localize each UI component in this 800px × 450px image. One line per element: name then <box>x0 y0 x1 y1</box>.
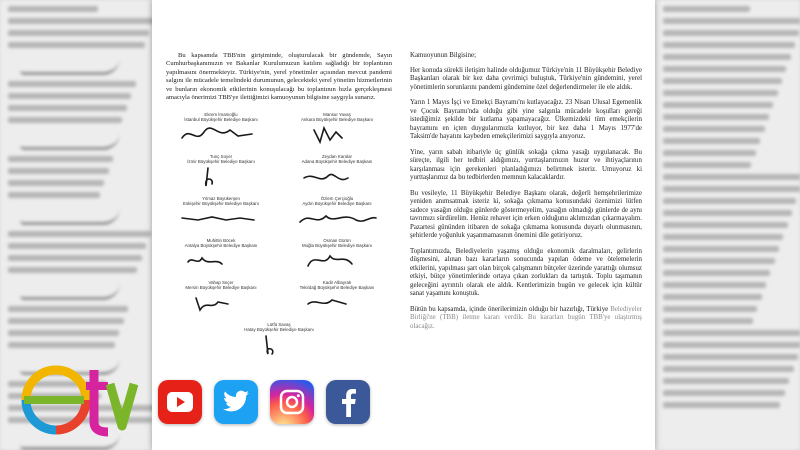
signatory-name: Zeydan Karalar <box>321 154 353 160</box>
handwritten-signature <box>294 292 380 314</box>
background-text-line <box>8 318 124 324</box>
signature-block <box>166 238 276 276</box>
background-text-line <box>8 81 136 87</box>
background-text-line <box>663 66 786 72</box>
signatory-title: Muğla Büyükşehir Belediye Başkanı <box>301 243 373 249</box>
signatory-title: Eskişehir Büyükşehir Belediye Başkanı <box>183 201 259 207</box>
background-text-line <box>663 186 800 192</box>
signature-grid <box>166 112 392 360</box>
background-text-line <box>663 258 775 264</box>
signatory-title: Hatay Büyükşehir Belediye Başkanı <box>244 327 314 333</box>
background-text-line <box>663 126 765 132</box>
background-text-line <box>663 162 751 168</box>
background-column-right <box>655 0 800 450</box>
background-text-line <box>663 222 788 228</box>
background-text-line <box>663 42 795 48</box>
facebook-icon[interactable] <box>326 380 370 424</box>
paragraph-5: Toplantımızda, Belediyelerin yaşamış olduğu ekonomik daralmaları, gelirlerin düşmesini, alınan bazı kararların sonucunda yapılan ödeme ve ötelemelerin etkilerini, yapılması şart olan birçok çalışmanın bütçeler üzerinde yarattığı olumsuz etkiyi, bütçe yönetimlerinde ortaya çıkan zorlukları da tartıştık. Toplu taşımanın geleceğini ayrıntılı olarak ele aldık. Kentlerimizin bugün ve gelecek için kültür sanat yaşamını konuştuk. <box>410 247 642 297</box>
signatory-name: Mansur Yavaş <box>323 112 351 118</box>
closing-paragraph <box>410 306 642 332</box>
background-text-line <box>663 150 756 156</box>
signatory-title: Mersin Büyükşehir Belediye Başkanı <box>185 285 257 291</box>
signatory-name: Özlem Çerçioğlu <box>320 196 354 202</box>
background-text-line <box>663 294 762 300</box>
background-text-line <box>8 42 145 48</box>
background-text-line <box>663 210 792 216</box>
background-text-line <box>8 192 100 198</box>
background-text-line <box>663 306 757 312</box>
background-text-line <box>663 318 753 324</box>
background-text-line <box>20 208 120 225</box>
handwritten-signature <box>294 208 380 230</box>
background-text-line <box>663 330 800 336</box>
paragraph-2: Yarın 1 Mayıs İşçi ve Emekçi Bayramı'nı kutlayacağız. 23 Nisan Ulusal Egemenlik ve Çocuk Bayramı'nda olduğu gibi yine salgınla mücadele koşulları gereği istediğimiz şekilde bir kutlama yapamayacağız. Ülkemizdeki tüm emekçilerin bayramını en içten duygularımızla kutluyor, bir kez daha 1 Mayıs 1977'de Taksim'de hayatını kaybeden emekçilerimizi saygıyla anıyoruz. <box>410 99 642 140</box>
background-text-line <box>663 246 779 252</box>
closing-text-grey: Belediyeler Birliği'ne (TBB) iletme kararı verdik. Bu kararları bugün TBB'ye ulaştırmış olacağız. <box>410 305 642 330</box>
background-text-line <box>663 18 800 24</box>
signatory-title: Adana Büyükşehir Belediye Başkanı <box>301 159 373 165</box>
background-text-line <box>8 306 128 312</box>
signatory-title: Antalya Büyükşehir Belediye Başkanı <box>184 243 258 249</box>
instagram-icon[interactable] <box>270 380 314 424</box>
handwritten-signature <box>178 250 264 272</box>
background-text-line <box>663 54 791 60</box>
background-text-line <box>8 156 113 162</box>
background-text-line <box>663 114 769 120</box>
background-text-line <box>8 117 122 123</box>
background-text-line <box>663 6 750 12</box>
signatory-name: Kadir Albayrak <box>322 280 352 286</box>
signatory-name: Muhittin Böcek <box>206 238 236 244</box>
background-text-line <box>8 231 151 237</box>
closing-text: Bütün bu kapsamda, içinde önerilerimizin olduğu bir hazırlığı, Türkiye <box>410 305 609 313</box>
background-text-line <box>663 366 794 372</box>
signatory-title: Aydın Büyükşehir Belediye Başkanı <box>302 201 372 207</box>
background-text-line <box>663 90 778 96</box>
handwritten-signature <box>178 124 264 146</box>
signature-block <box>166 112 276 150</box>
channel-logo-overlay <box>8 352 378 442</box>
etv-logo-icon <box>8 352 138 442</box>
signature-block <box>166 154 276 192</box>
handwritten-signature <box>294 166 380 188</box>
background-text-line <box>8 105 127 111</box>
document-right-column <box>410 52 642 338</box>
signatory-name: Yılmaz Büyükerşen <box>202 196 240 202</box>
background-text-line <box>8 267 137 273</box>
background-text-line <box>8 255 142 261</box>
background-text-line <box>663 390 785 396</box>
background-text-line <box>20 133 120 150</box>
signatory-title: İzmir Büyükşehir Belediye Başkanı <box>187 159 255 165</box>
background-text-line <box>8 93 131 99</box>
paragraph-1: Her konuda sürekli iletişim halinde olduğumuz Türkiye'nin 11 Büyükşehir Belediye Başkanları olarak bir kez daha çevrimiçi buluştuk, Türkiye'nin gündemini, yerel yönetimlerin sorunlarını pandemi gündemine özel değerlendirmeler ile ele aldık. <box>410 66 642 91</box>
background-text-line <box>8 168 109 174</box>
background-text-line <box>663 402 780 408</box>
handwritten-signature <box>294 124 380 146</box>
signature-block <box>282 196 392 234</box>
signatory-title: İstanbul Büyükşehir Belediye Başkanı <box>184 117 258 123</box>
handwritten-signature <box>294 250 380 272</box>
background-text-line <box>8 30 149 36</box>
greeting: Kamuoyunun Bilgisine; <box>410 52 477 59</box>
background-text-line <box>663 198 796 204</box>
background-text-line <box>8 18 154 24</box>
background-text-line <box>20 58 120 75</box>
background-text-line <box>8 6 98 12</box>
signature-block <box>282 154 392 192</box>
signatory-name: Osman Gürün <box>323 238 351 244</box>
background-text-line <box>663 234 783 240</box>
signatory-name: Vahap Seçer <box>208 280 234 286</box>
background-text-line <box>663 78 782 84</box>
background-text-line <box>663 174 800 180</box>
signature-block <box>282 112 392 150</box>
background-text-line <box>663 378 789 384</box>
paragraph-3: Yine, yarın sabah itibariyle üç günlük sokağa çıkma yasağı uygulanacak. Bu süreçte, ilgili her tedbiri aldığımızı, yurttaşlarımızın huzur ve ihtiyaçlarının karşılanması için gerekenleri planladığımızı belirtmek isteriz. Umuyoruz ki yurttaşlarımız da bu tedbirlerden memnun kalacaklardır. <box>410 148 642 181</box>
signature-block <box>166 280 276 318</box>
background-text-line <box>663 30 799 36</box>
background-text-line <box>663 282 766 288</box>
background-text-line <box>663 138 760 144</box>
paragraph-4: Bu vesileyle, 11 Büyükşehir Belediye Başkanı olarak, değerli hemşehrilerimize yeniden anımsatmak isteriz ki, sokağa çıkmama konusundaki özenimizi lütfen sadece yasağın olduğu günlerde göstermeyelim, yasağın olmadığı günlerde de aynı tavrımızı sürdürelim. Henüz rehavet için erken olduğunu aklımızdan çıkarmayalım. Pazartesi gününden itibaren de sokağa çıkmama konusunda duyarlı olunmasının, şehirlerde yoğunluk yaşanmamasının önemini dile getiriyoruz. <box>410 189 642 239</box>
background-text-line <box>8 342 115 348</box>
background-text-line <box>663 102 773 108</box>
signatory-name: Ekrem İmamoğlu <box>204 112 238 118</box>
background-text-line <box>8 243 146 249</box>
signature-block <box>282 280 392 318</box>
signatory-title: Ankara Büyükşehir Belediye Başkanı <box>301 117 373 123</box>
handwritten-signature <box>178 166 264 188</box>
background-text-line <box>663 354 798 360</box>
handwritten-signature <box>178 292 264 314</box>
twitter-icon[interactable] <box>214 380 258 424</box>
signatory-name: Tunç Soyer <box>209 154 233 160</box>
signature-block <box>282 238 392 276</box>
signatory-title: Tekirdağ Büyükşehir Belediye Başkanı <box>299 285 375 291</box>
signature-block <box>166 196 276 234</box>
background-text-line <box>8 330 119 336</box>
background-text-line <box>8 180 104 186</box>
intro-paragraph: Bu kapsamda TBB'nin girişiminde, oluşturulacak bir gündemde, Sayın Cumhurbaşkanımızın ve Bakanlar Kurulumuzun katılım sağladığı bir toplantının yapılmasını önermekteyiz. Türkiye'nin, yerel yönetimler açısından mevcut pandemi salgını ile mücadele temelindeki durumunun, gelecekteki yerel yönetim hizmetlerinin ve bunların ekonomik etkilerinin konuşulacağı bu toplantının hızla gerçekleşmesi amacıyla önerimizi TBB'ye ilettiğimizi kamuoyunun bilgisine saygıyla sunarız. <box>166 52 392 102</box>
document-left-column <box>166 52 392 360</box>
background-text-line <box>663 270 770 276</box>
background-text-line <box>663 342 800 348</box>
youtube-icon[interactable] <box>158 380 202 424</box>
signatory-name: Lütfü Savaş <box>267 322 291 328</box>
handwritten-signature <box>178 208 264 230</box>
background-text-line <box>20 283 120 300</box>
